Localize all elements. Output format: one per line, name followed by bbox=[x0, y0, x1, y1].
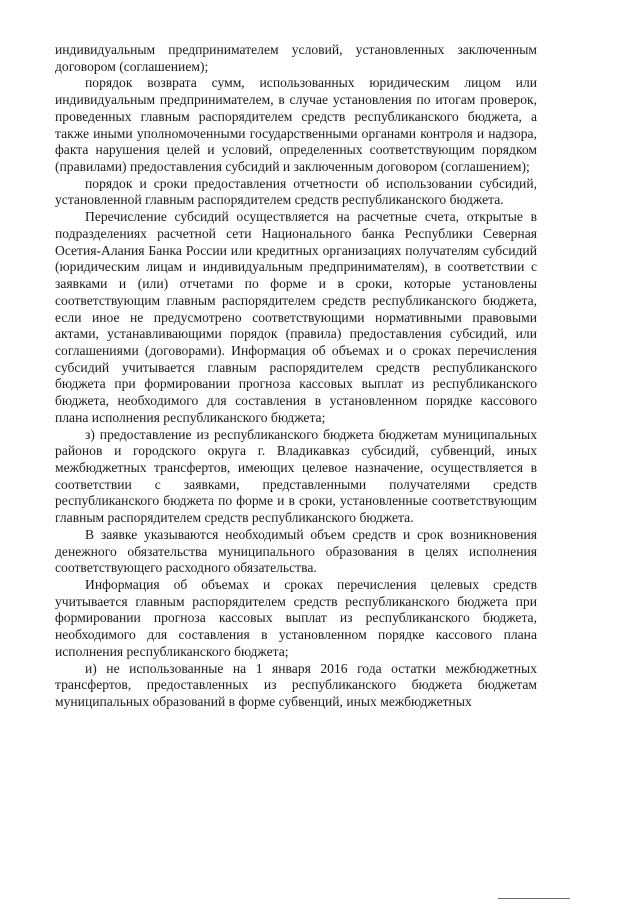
paragraph-application-content: В заявке указываются необходимый объем средств и срок возникновения денежного обязательства муниципального образования в целях исполнения соответствующего расходного обязательства. bbox=[55, 526, 537, 576]
paragraph-item-i: и) не использованные на 1 января 2016 года остатки межбюджетных трансфертов, предоставленных из республиканского бюджета бюджетам муниципальных образований в форме субвенций, иных межбюджетных bbox=[55, 660, 537, 710]
paragraph-continuation: индивидуальным предпринимателем условий, установленных заключенным договором (соглашением); bbox=[55, 42, 537, 74]
paragraph-target-funds-info: Информация об объемах и сроках перечисления целевых средств учитывается главным распорядителем средств республиканского бюджета при формировании прогноза кассовых выплат из республиканского бюджета, необходимого для составления в установленном порядке кассового плана исполнения республиканского бюджета; bbox=[55, 577, 537, 659]
footer-divider bbox=[498, 898, 570, 899]
paragraph-item-z: з) предоставление из республиканского бюджета бюджетам муниципальных районов и городского округа г. Владикавказ субсидий, субвенций, иных межбюджетных трансфертов, имеющих целевое назначение, осуществляется в соответствии с заявками, представленными получателями средств республиканского бюджета по форме и в сроки, установленные соответствующим главным распорядителем средств республиканского бюджета. bbox=[55, 426, 537, 526]
paragraph-refund-procedure: порядок возврата сумм, использованных юридическим лицом или индивидуальным предпринимателем, в случае установления по итогам проверок, проведенных главным распорядителем средств республиканского бюджета, а также иными уполномоченными государственными органами контроля и надзора, факта нарушения целей и условий, определенных соответствующим порядком (правилами) предоставления субсидий и заключенным договором (соглашением); bbox=[55, 75, 537, 175]
paragraph-subsidy-transfer: Перечисление субсидий осуществляется на расчетные счета, открытые в подразделениях расчетной сети Национального банка Республики Северная Осетия-Алания Банка России или кредитных организациях получателям субсидий (юридическим лицам и индивидуальным предпринимателям), в соответствии с заявками и (или) отчетами по форме и в сроки, которые установлены соответствующим главным распорядителем средств республиканского бюджета, если иное не предусмотрено соответствующими нормативными правовыми актами, устанавливающими порядок (правила) предоставления субсидий, или соглашениями (договорами). Информация об объемах и о сроках перечисления субсидий учитывается главным распорядителем средств республиканского бюджета при формировании прогноза кассовых выплат из республиканского бюджета, необходимого для составления в установленном порядке кассового плана исполнения республиканского бюджета; bbox=[55, 209, 537, 425]
document-body bbox=[55, 42, 537, 711]
paragraph-reporting-procedure: порядок и сроки предоставления отчетности об использовании субсидий, установленной главным распорядителем средств республиканского бюджета. bbox=[55, 175, 537, 208]
